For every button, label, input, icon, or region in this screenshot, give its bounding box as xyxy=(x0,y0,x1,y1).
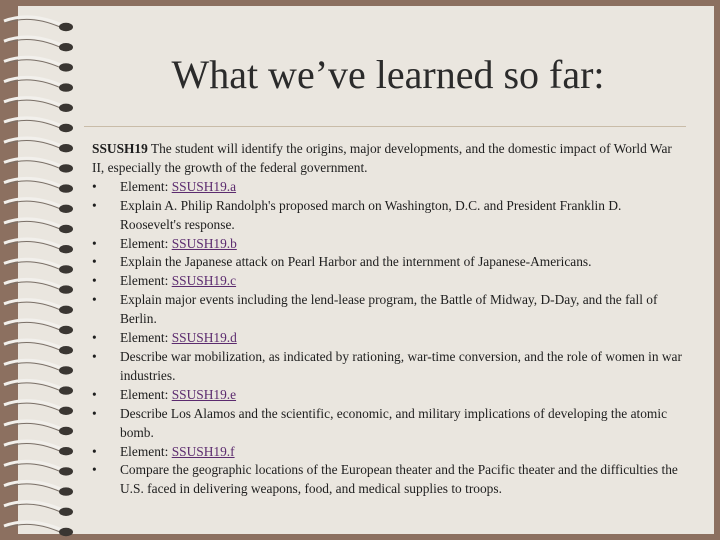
binding-ring xyxy=(4,279,73,293)
binding-ring xyxy=(4,57,73,71)
element-link[interactable]: SSUSH19.d xyxy=(171,330,237,346)
binding-ring xyxy=(4,340,73,354)
binding-ring xyxy=(4,360,73,374)
description-list-item xyxy=(92,253,684,272)
binding-ring xyxy=(4,77,73,91)
bullet-icon: • xyxy=(92,330,97,346)
standard-text: The student will identify the origins, major developments, and the domestic impact of World War II, especially the growth of the federal government. xyxy=(92,141,672,175)
binding-ring xyxy=(4,17,73,31)
binding-ring xyxy=(4,320,73,334)
description-list-item xyxy=(92,405,684,443)
element-label: Element: xyxy=(120,273,172,289)
binding-ring xyxy=(4,481,73,495)
bullet-list xyxy=(92,178,684,499)
bullet-icon: • xyxy=(92,348,97,364)
element-list-item xyxy=(92,272,684,291)
bullet-icon: • xyxy=(92,254,97,270)
binding-ring xyxy=(4,401,73,415)
description-list-item xyxy=(92,291,684,329)
description-text: Describe Los Alamos and the scientific, economic, and military implications of developing the atomic bomb. xyxy=(120,405,668,440)
binding-ring xyxy=(4,158,73,172)
bullet-icon: • xyxy=(92,462,97,478)
element-label: Element: xyxy=(120,330,172,346)
binding-ring xyxy=(4,300,73,314)
description-text: Explain the Japanese attack on Pearl Harbor and the internment of Japanese-Americans. xyxy=(120,254,592,270)
binding-ring xyxy=(4,118,73,132)
binding-ring xyxy=(4,421,73,435)
bullet-icon: • xyxy=(92,235,97,251)
element-list-item xyxy=(92,178,684,197)
element-list-item xyxy=(92,235,684,254)
element-link[interactable]: SSUSH19.e xyxy=(171,386,237,402)
bullet-icon: • xyxy=(92,273,97,289)
title-divider xyxy=(84,126,686,127)
binding-ring xyxy=(4,98,73,112)
element-list-item xyxy=(92,329,684,348)
bullet-icon: • xyxy=(92,197,97,213)
standard-statement xyxy=(92,140,684,178)
slide-title: What we’ve learned so far: xyxy=(171,52,605,97)
binding-ring xyxy=(4,522,73,536)
bullet-icon: • xyxy=(92,443,97,459)
binding-ring xyxy=(4,239,73,253)
binding-ring xyxy=(4,138,73,152)
spiral-binding xyxy=(0,0,80,540)
description-text: Explain major events including the lend-lease program, the Battle of Midway, D-Day, and the fall of Berlin. xyxy=(120,292,658,327)
description-text: Explain A. Philip Randolph's proposed march on Washington, D.C. and President Franklin D. Roosevelt's response. xyxy=(120,197,622,232)
bullet-icon: • xyxy=(92,405,97,421)
element-label: Element: xyxy=(120,235,172,251)
bullet-icon: • xyxy=(92,386,97,402)
description-list-item xyxy=(92,197,684,235)
binding-ring xyxy=(4,178,73,192)
element-link[interactable]: SSUSH19.b xyxy=(171,235,237,251)
description-list-item xyxy=(92,348,684,386)
element-label: Element: xyxy=(120,386,172,402)
standard-code: SSUSH19 xyxy=(92,141,148,156)
element-list-item xyxy=(92,443,684,462)
element-list-item xyxy=(92,386,684,405)
binding-ring xyxy=(4,259,73,273)
element-label: Element: xyxy=(120,178,172,194)
bullet-icon: • xyxy=(92,178,97,194)
binding-ring xyxy=(4,219,73,233)
element-link[interactable]: SSUSH19.f xyxy=(171,443,235,459)
binding-ring xyxy=(4,199,73,213)
element-label: Element: xyxy=(120,443,172,459)
element-link[interactable]: SSUSH19.a xyxy=(171,178,237,194)
binding-ring xyxy=(4,441,73,455)
content-area xyxy=(92,140,684,499)
bullet-icon: • xyxy=(92,292,97,308)
binding-ring xyxy=(4,37,73,51)
element-link[interactable]: SSUSH19.c xyxy=(171,273,237,289)
description-list-item xyxy=(92,461,684,499)
binding-ring xyxy=(4,461,73,475)
binding-ring xyxy=(4,502,73,516)
description-text: Describe war mobilization, as indicated by rationing, war-time conversion, and the role of women in war industries. xyxy=(120,348,682,383)
description-text: Compare the geographic locations of the European theater and the Pacific theater and the difficulties the U.S. faced in delivering weapons, food, and medical supplies to troops. xyxy=(120,462,678,497)
binding-ring xyxy=(4,380,73,394)
